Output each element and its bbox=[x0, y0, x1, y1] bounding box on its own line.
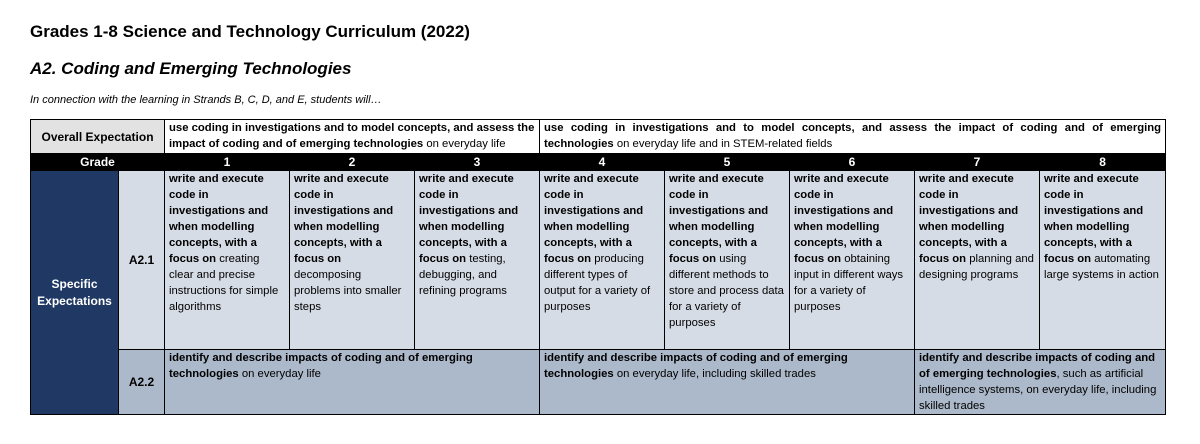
section-subtitle: A2. Coding and Emerging Technologies bbox=[30, 59, 352, 78]
curriculum-table bbox=[30, 119, 1166, 415]
a2-1-code: A2.1 bbox=[119, 171, 165, 350]
overall-expectation-row bbox=[31, 120, 1166, 154]
grade-3: 3 bbox=[415, 154, 540, 171]
a2-2-g1-3-rest: on everyday life bbox=[238, 368, 321, 380]
a2-1-grade-3 bbox=[415, 171, 540, 350]
a2-2-g7-8-rest: , such as artificial intelligence systems, on everyday life, including skilled trades bbox=[919, 368, 1157, 412]
a2-1-g2-rest: decomposing problems into smaller steps bbox=[294, 269, 402, 313]
a2-1-g7-rest: planning and designing programs bbox=[919, 253, 1034, 281]
a2-1-g1-bold: write and execute code in investigations and when modelling concepts, with a focus on bbox=[169, 173, 269, 265]
grade-7: 7 bbox=[915, 154, 1040, 171]
a2-2-grades-4-6 bbox=[540, 350, 915, 415]
a2-2-grades-7-8 bbox=[915, 350, 1166, 415]
a2-1-grade-6 bbox=[790, 171, 915, 350]
a2-1-grade-1 bbox=[165, 171, 290, 350]
a2-1-g6-rest: obtaining input in different ways for a variety of purposes bbox=[794, 253, 904, 313]
a2-2-code: A2.2 bbox=[119, 350, 165, 415]
a2-2-grades-1-3 bbox=[165, 350, 540, 415]
grade-label: Grade bbox=[31, 154, 165, 171]
a2-2-g4-6-bold: identify and describe impacts of coding and of emerging technologies bbox=[544, 352, 848, 380]
a2-1-g1-rest: creating clear and precise instructions for simple algorithms bbox=[169, 253, 279, 313]
a2-2-g7-8-bold: identify and describe impacts of coding and of emerging technologies bbox=[919, 352, 1156, 380]
a2-1-grade-2 bbox=[290, 171, 415, 350]
overall-expectation-label: Overall Expectation bbox=[31, 120, 165, 154]
grade-1: 1 bbox=[165, 154, 290, 171]
grade-4: 4 bbox=[540, 154, 665, 171]
a2-1-row bbox=[31, 171, 1166, 350]
a2-1-g4-rest: producing different types of output for a variety of purposes bbox=[544, 253, 651, 313]
a2-1-g7-bold: write and execute code in investigations and when modelling concepts, with a focus on bbox=[919, 173, 1019, 265]
a2-1-g8-bold: write and execute code in investigations and when modelling concepts, with a focus on bbox=[1044, 173, 1144, 265]
grade-5: 5 bbox=[665, 154, 790, 171]
a2-1-g3-rest: testing, debugging, and refining programs bbox=[419, 253, 507, 297]
a2-2-row bbox=[31, 350, 1166, 415]
a2-1-grade-4 bbox=[540, 171, 665, 350]
overall-expectation-grades-1-3 bbox=[165, 120, 540, 154]
a2-1-g4-bold: write and execute code in investigations and when modelling concepts, with a focus on bbox=[544, 173, 644, 265]
a2-2-g4-6-rest: on everyday life, including skilled trades bbox=[613, 368, 816, 380]
overall-right-bold: use coding in investigations and to model concepts, and assess the impact of coding and of emerging technologies bbox=[544, 122, 1162, 150]
a2-1-g2-bold: write and execute code in investigations and when modelling concepts, with a focus on bbox=[294, 173, 394, 265]
a2-2-g1-3-bold: identify and describe impacts of coding and of emerging technologies bbox=[169, 352, 473, 380]
overall-expectation-grades-4-8 bbox=[540, 120, 1166, 154]
a2-1-g3-bold: write and execute code in investigations and when modelling concepts, with a focus on bbox=[419, 173, 519, 265]
grade-2: 2 bbox=[290, 154, 415, 171]
overall-left-rest: on everyday life bbox=[423, 138, 506, 150]
overall-right-rest: on everyday life and in STEM-related fields bbox=[613, 138, 833, 150]
a2-1-grade-5 bbox=[665, 171, 790, 350]
a2-1-g5-bold: write and execute code in investigations and when modelling concepts, with a focus on bbox=[669, 173, 769, 265]
a2-1-grade-8 bbox=[1040, 171, 1166, 350]
specific-expectations-label: Specific Expectations bbox=[31, 171, 119, 415]
grade-6: 6 bbox=[790, 154, 915, 171]
a2-1-g5-rest: using different methods to store and process data for a variety of purposes bbox=[669, 253, 784, 329]
grade-8: 8 bbox=[1040, 154, 1166, 171]
grade-header-row bbox=[31, 154, 1166, 171]
a2-1-g6-bold: write and execute code in investigations and when modelling concepts, with a focus on bbox=[794, 173, 894, 265]
document-title: Grades 1-8 Science and Technology Curriculum (2022) bbox=[30, 22, 470, 41]
a2-1-grade-7 bbox=[915, 171, 1040, 350]
intro-text: In connection with the learning in Strands B, C, D, and E, students will… bbox=[30, 94, 382, 106]
overall-left-bold: use coding in investigations and to model concepts, and assess the impact of coding and of emerging technologies bbox=[169, 122, 535, 150]
a2-1-g8-rest: automating large systems in action bbox=[1044, 253, 1159, 281]
